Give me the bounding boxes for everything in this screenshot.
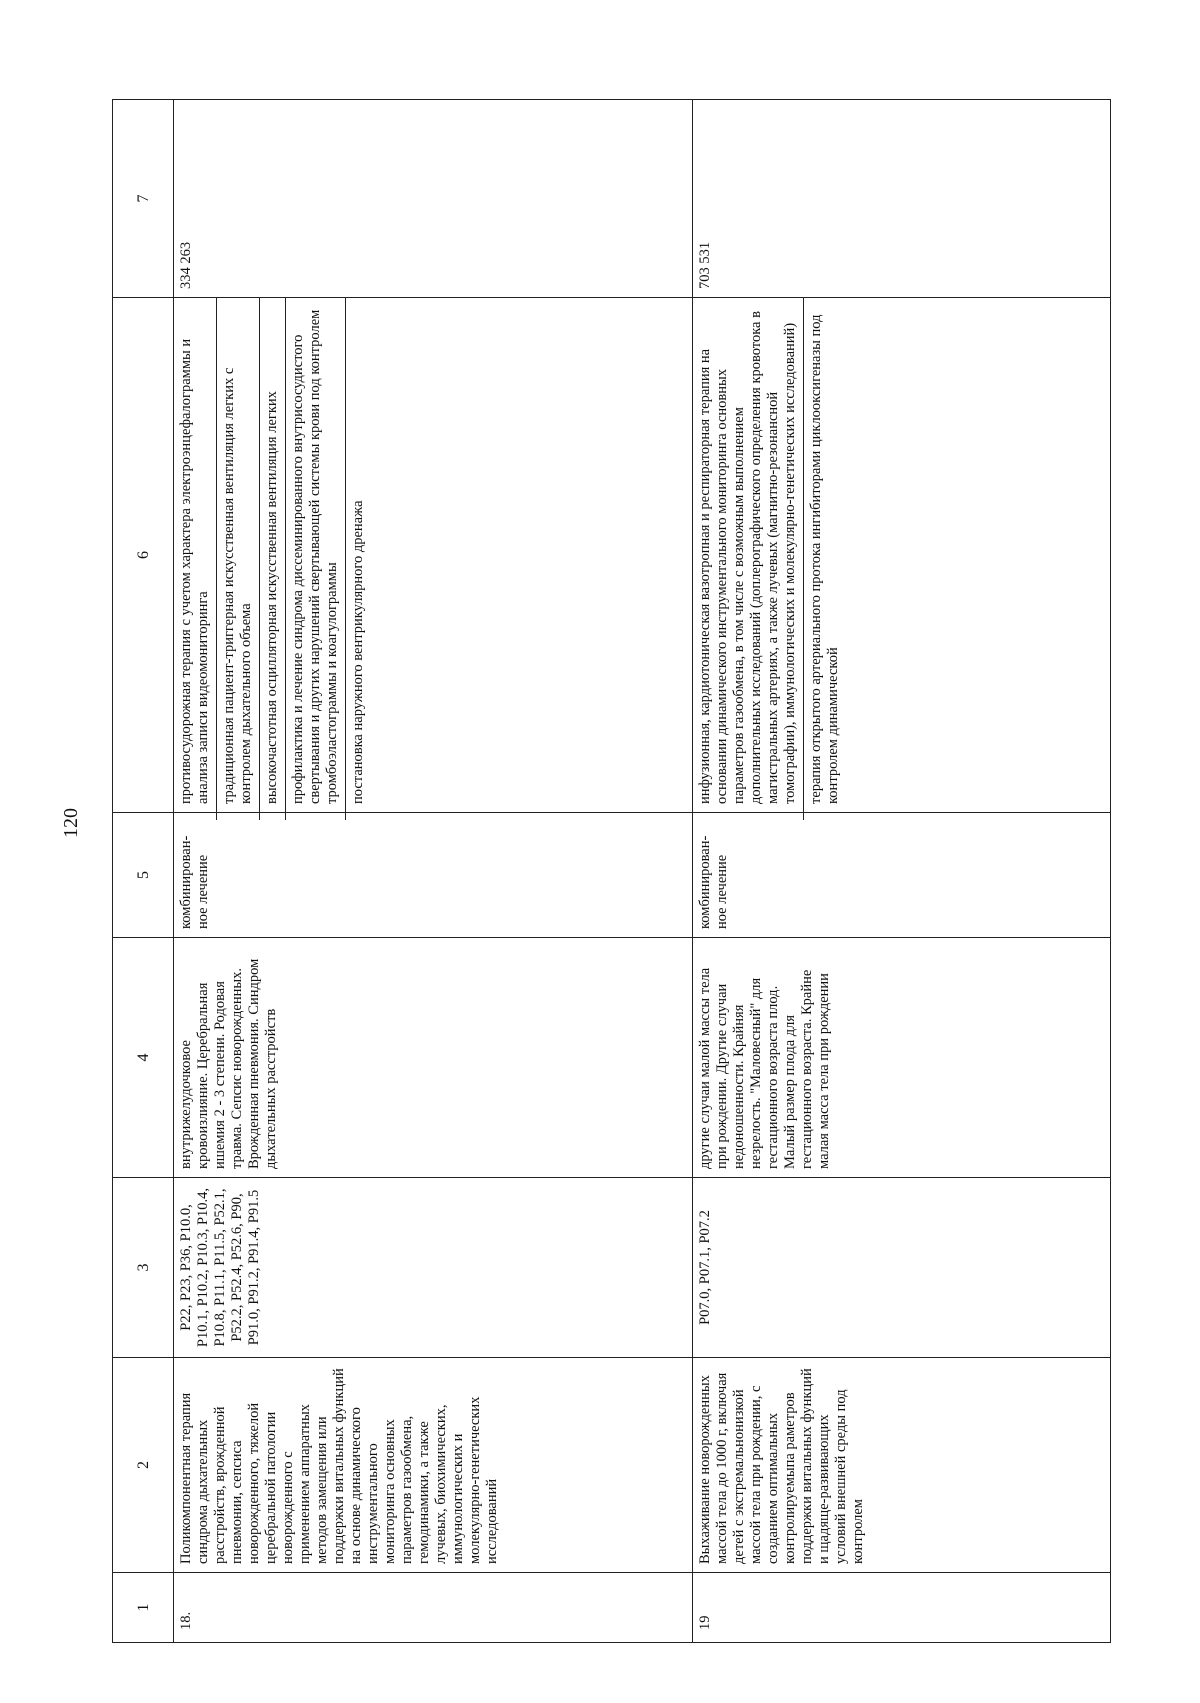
method-item: инфузионная, кардиотоническая вазотропная и респираторная терапия на основании динамического инструментального мониторинга основных параметров газообмена, в том числе с возможным выполнением дополнительных исследований (доплерографического определения кровотока в магистральных артериях, а также лучевых (магнитно-резонансной томографии), иммунологических и молекулярно-генетических исследований)	[697, 311, 798, 804]
icd-codes: P22, P23, P36, P10.0, P10.1, P10.2, P10.3, P10.4, P10.8, P11.1, P11.5, P52.1, P52.2, P52.4, P52.6, P90, P91.0, P91.2, P91.4, P91.5	[174, 1178, 693, 1358]
services-table	[112, 99, 1111, 1643]
page-number: 120	[60, 808, 82, 838]
method-item: высокочастотная осцилляторная искусственная вентиляция легких	[259, 298, 285, 820]
treatment-type: комбинирован-ное лечение	[174, 813, 693, 938]
header-col-6: 6	[113, 298, 174, 813]
cost-value: 703 531	[693, 100, 1111, 298]
treatment-methods	[174, 298, 693, 813]
table-row-19	[693, 100, 1111, 1643]
header-col-4: 4	[113, 938, 174, 1178]
header-col-5: 5	[113, 813, 174, 938]
treatment-type: комбинирован-ное лечение	[693, 813, 1111, 938]
header-col-2: 2	[113, 1358, 174, 1573]
rotated-table-container	[112, 100, 1097, 1643]
header-col-3: 3	[113, 1178, 174, 1358]
patient-model: другие случаи малой массы тела при рождении. Другие случаи недоношенности. Крайняя незрелость. "Маловесный" для гестационного возраста плод. Малый размер плода для гестационного возраста. Крайне малая масса тела при рождении	[693, 938, 1111, 1178]
method-item: традиционная пациент-триггерная искусственная вентиляция легких с контролем дыхательного объема	[216, 298, 259, 820]
method-item: профилактика и лечение синдрома диссеминированного внутрисосудистого свертывания и других нарушений свертывающей системы крови под контролем тромбоэластограммы и коагулограммы	[285, 298, 345, 820]
service-name: Поликомпонентная терапия синдрома дыхательных расстройств, врожденной пневмонии, сепсиса новорожденного, тяжелой церебральной патологии новорожденного с применением аппаратных методов замещения или поддержки витальных функций на основе динамического инструментального мониторинга основных параметров газообмена, гемодинамики, а также лучевых, биохимических, иммунологических и молекулярно-генетических исследований	[174, 1358, 693, 1573]
method-item: противосудорожная терапия с учетом характера электроэнцефалограммы и анализа записи видеомониторинга	[178, 338, 211, 804]
header-col-7: 7	[113, 100, 174, 298]
header-col-1: 1	[113, 1573, 174, 1643]
cost-value: 334 263	[174, 100, 693, 298]
method-item: терапия открытого артериального протока ингибиторами циклооксигеназы под контролем динамической	[803, 298, 846, 820]
header-row	[113, 100, 174, 1643]
table-row-18	[174, 100, 693, 1643]
service-name: Выхаживание новорожденных массой тела до 1000 г, включая детей с экстремальнонизкой массой тела при рождении, с созданием оптимальных контролируемыпа раметров поддержки витальных функций и щадяще-развивающих условий внешней среды под контролем	[693, 1358, 1111, 1573]
row-number: 19	[693, 1573, 1111, 1643]
row-number: 18.	[174, 1573, 693, 1643]
patient-model: внутрижелудочковое кровоизлияние. Церебральная ишемия 2 - 3 степени. Родовая травма. Сепсис новорожденных. Врожденная пневмония. Синдром дыхательных расстройств	[174, 938, 693, 1178]
method-item: постановка наружного вентрикулярного дренажа	[345, 298, 371, 820]
icd-codes: P07.0, P07.1, P07.2	[693, 1178, 1111, 1358]
treatment-methods	[693, 298, 1111, 813]
